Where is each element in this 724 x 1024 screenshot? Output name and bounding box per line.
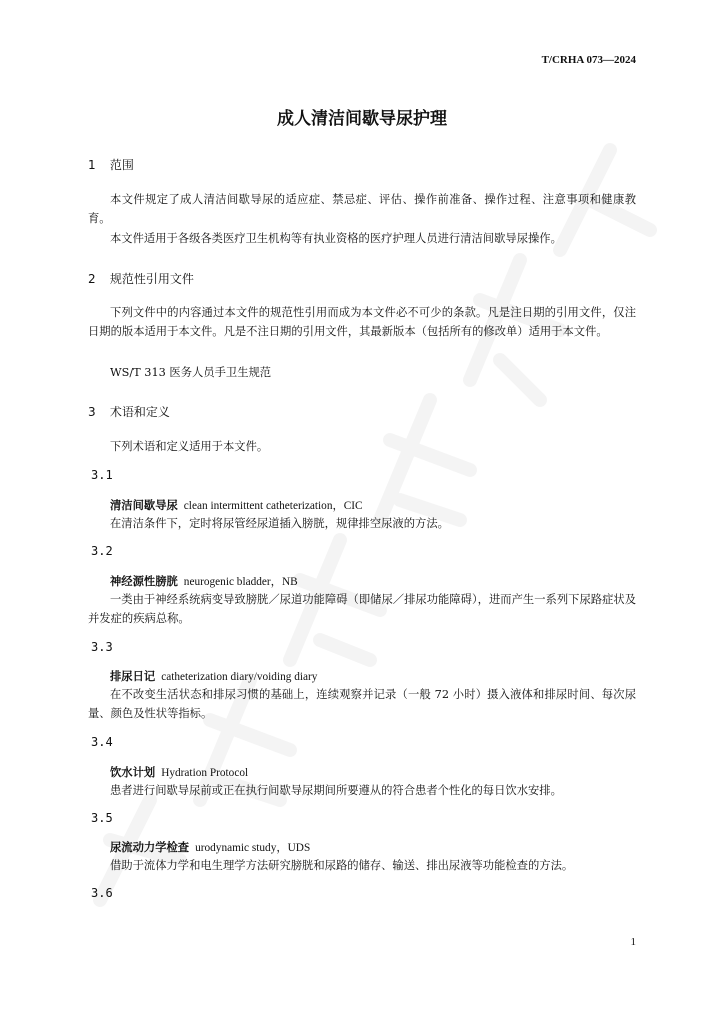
term-heading xyxy=(110,668,317,684)
term-chinese: 尿流动力学检查 xyxy=(110,841,190,854)
section-2-heading xyxy=(88,270,194,287)
term-english: Hydration Protocol xyxy=(161,767,249,779)
section-number: 3 xyxy=(88,405,96,419)
term-number: 3.3 xyxy=(91,640,113,654)
term-definition: 借助于流体力学和电生理学方法研究膀胱和尿路的储存、输送、排出尿液等功能检查的方法。 xyxy=(110,859,574,872)
term-chinese: 神经源性膀胱 xyxy=(110,575,178,588)
normative-reference: WS/T 313 医务人员手卫生规范 xyxy=(110,366,272,379)
page-number: 1 xyxy=(630,936,636,948)
section-1-paragraph-1: 本文件规定了成人清洁间歇导尿的适应症、禁忌症、评估、操作前准备、操作过程、注意事项和健康教育。 xyxy=(88,193,636,225)
section-3-heading xyxy=(88,403,170,420)
term-english: clean intermittent catheterization，CIC xyxy=(183,500,363,512)
term-definition: 一类由于神经系统病变导致膀胱／尿道功能障碍（即储尿／排尿功能障碍），进而产生一系列下尿路症状及并发症的疾病总称。 xyxy=(88,593,636,625)
term-chinese: 清洁间歇导尿 xyxy=(110,499,178,512)
term-english: neurogenic bladder，NB xyxy=(183,576,298,588)
term-chinese: 排尿日记 xyxy=(110,670,156,683)
section-title: 术语和定义 xyxy=(109,405,170,419)
term-number: 3.5 xyxy=(91,811,113,825)
section-1-heading xyxy=(88,156,134,173)
section-number: 2 xyxy=(88,272,96,286)
term-chinese: 饮水计划 xyxy=(110,766,156,779)
term-number: 3.6 xyxy=(91,886,113,900)
section-2-paragraph-1: 下列文件中的内容通过本文件的规范性引用而成为本文件必不可少的条款。凡是注日期的引用文件，仅注日期的版本适用于本文件。凡是不注日期的引用文件，其最新版本（包括所有的修改单）适用于本文件。 xyxy=(88,306,636,338)
term-definition: 在清洁条件下，定时将尿管经尿道插入膀胱，规律排空尿液的方法。 xyxy=(110,517,449,530)
term-heading xyxy=(110,573,298,589)
term-number: 3.4 xyxy=(91,735,113,749)
document-title: 成人清洁间歇导尿护理 xyxy=(277,109,447,129)
section-title: 规范性引用文件 xyxy=(109,272,194,286)
term-definition: 患者进行间歇导尿前或正在执行间歇导尿期间所要遵从的符合患者个性化的每日饮水安排。 xyxy=(110,784,562,797)
term-heading xyxy=(110,764,248,780)
term-heading xyxy=(110,839,310,855)
term-heading xyxy=(110,497,363,513)
term-number: 3.2 xyxy=(91,544,113,558)
section-1-paragraph-2: 本文件适用于各级各类医疗卫生机构等有执业资格的医疗护理人员进行清洁间歇导尿操作。 xyxy=(110,232,562,245)
term-english: catheterization diary/voiding diary xyxy=(161,671,318,683)
term-number: 3.1 xyxy=(91,468,113,482)
section-number: 1 xyxy=(88,158,96,172)
document-code: T/CRHA 073—2024 xyxy=(541,54,636,66)
term-english: urodynamic study，UDS xyxy=(195,842,311,854)
term-definition: 在不改变生活状态和排尿习惯的基础上，连续观察并记录（一般 72 小时）摄入液体和排尿时间、每次尿量、颜色及性状等指标。 xyxy=(88,688,636,720)
section-3-paragraph-1: 下列术语和定义适用于本文件。 xyxy=(110,440,269,453)
section-title: 范围 xyxy=(109,158,134,172)
